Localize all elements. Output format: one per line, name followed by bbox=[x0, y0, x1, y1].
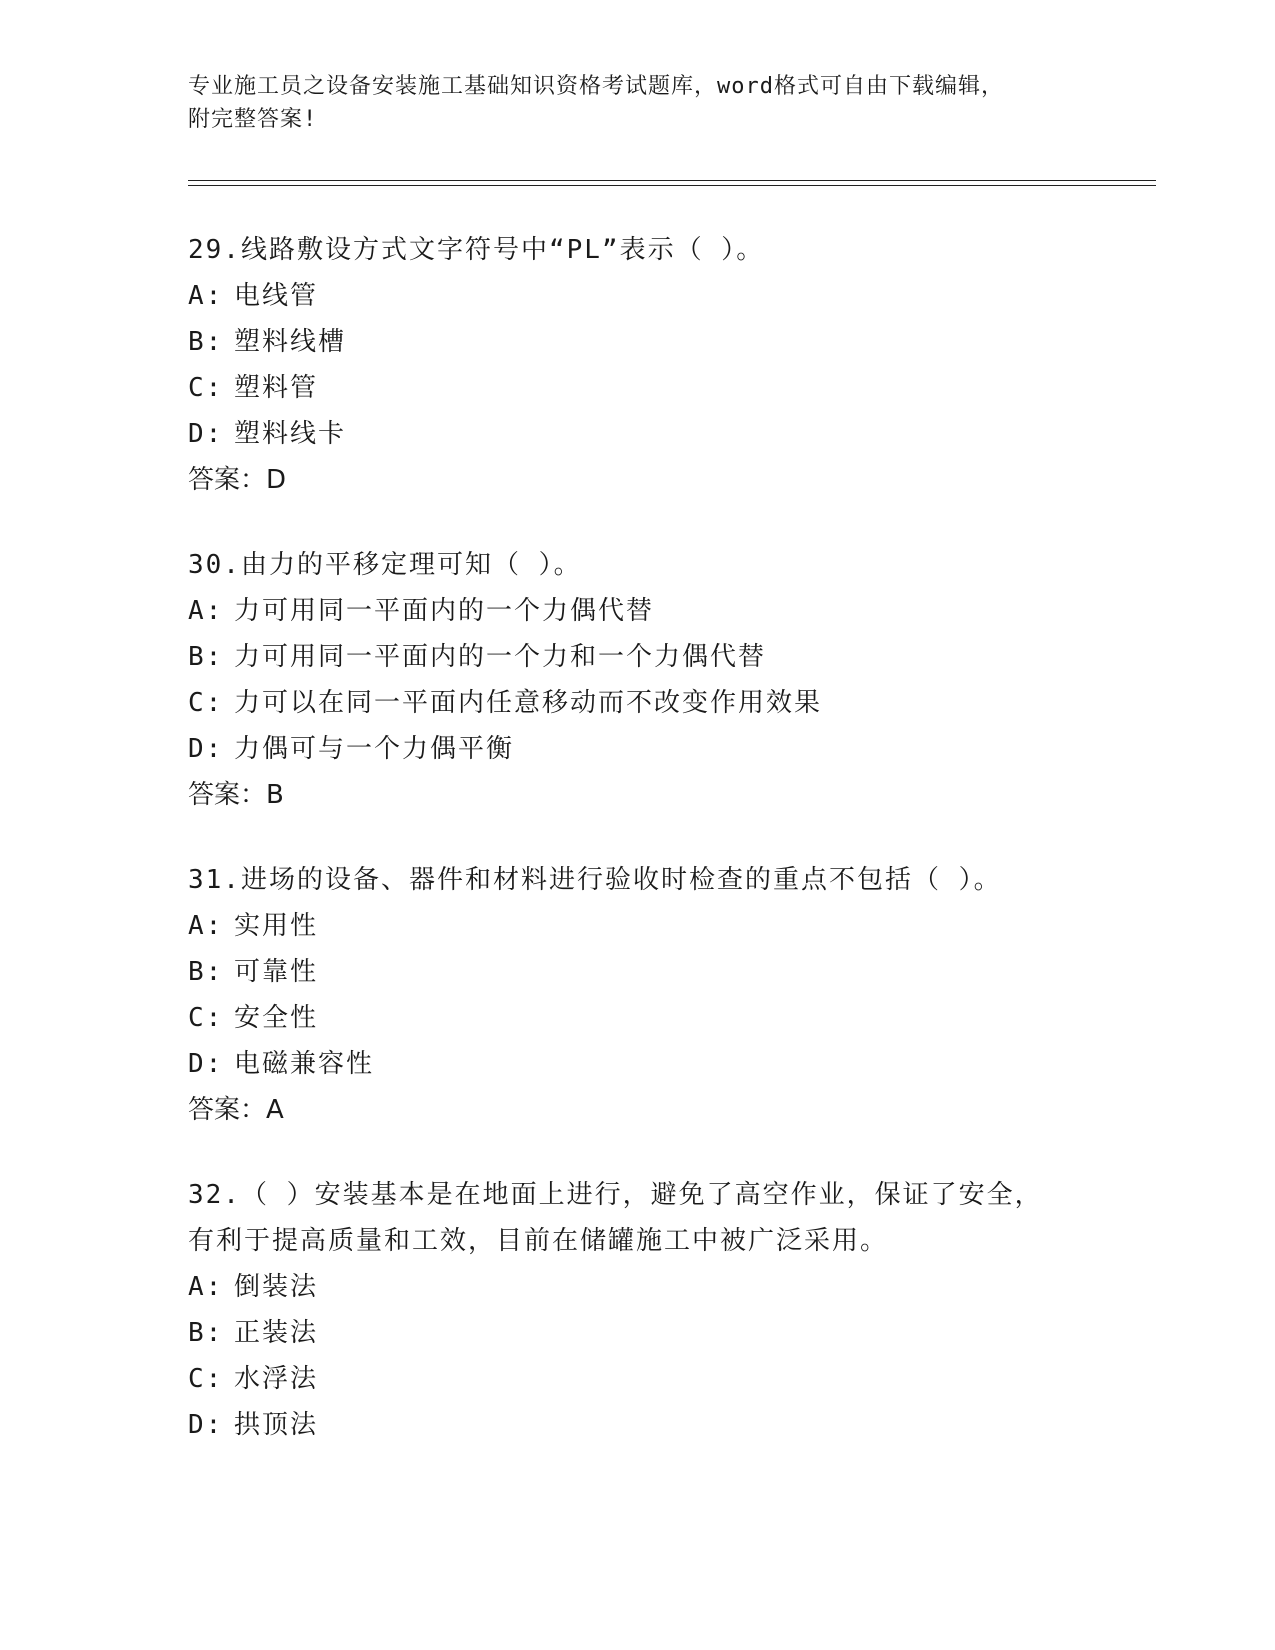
answer-label: 答案：B bbox=[188, 780, 284, 810]
option-text: 塑料线槽 bbox=[234, 327, 347, 357]
option-letter: B: bbox=[188, 1318, 224, 1348]
option-letter: D: bbox=[188, 1410, 224, 1440]
question-stem: 31.进场的设备、器件和材料进行验收时检查的重点不包括（ ）。 bbox=[188, 865, 1002, 895]
option-letter: B: bbox=[188, 327, 224, 357]
option-letter: A: bbox=[188, 911, 224, 941]
question-stem: 29.线路敷设方式文字符号中“PL”表示（ ）。 bbox=[188, 235, 765, 265]
document-header bbox=[188, 70, 1088, 136]
option-text: 拱顶法 bbox=[234, 1410, 319, 1440]
option-text: 塑料管 bbox=[234, 373, 319, 403]
option-c bbox=[188, 680, 1148, 726]
option-text: 可靠性 bbox=[234, 957, 319, 987]
option-letter: C: bbox=[188, 688, 224, 718]
option-a bbox=[188, 903, 1148, 949]
option-letter: D: bbox=[188, 1049, 224, 1079]
option-letter: C: bbox=[188, 1003, 224, 1033]
header-divider-bottom bbox=[188, 185, 1156, 186]
question-30 bbox=[188, 542, 1148, 818]
option-letter: D: bbox=[188, 734, 224, 764]
header-line-1: 专业施工员之设备安装施工基础知识资格考试题库，word格式可自由下载编辑， bbox=[188, 74, 1004, 99]
option-letter: B: bbox=[188, 957, 224, 987]
question-31 bbox=[188, 857, 1148, 1133]
header-divider-top bbox=[188, 180, 1156, 181]
option-a bbox=[188, 588, 1148, 634]
option-text: 力可用同一平面内的一个力偶代替 bbox=[234, 596, 655, 626]
option-d bbox=[188, 411, 1148, 457]
header-line-2: 附完整答案! bbox=[188, 107, 318, 132]
option-letter: C: bbox=[188, 373, 224, 403]
option-text: 电线管 bbox=[234, 281, 319, 311]
option-text: 力偶可与一个力偶平衡 bbox=[234, 734, 515, 764]
answer-label: 答案：A bbox=[188, 1095, 284, 1125]
question-29 bbox=[188, 227, 1148, 503]
option-b bbox=[188, 319, 1148, 365]
option-text: 力可以在同一平面内任意移动而不改变作用效果 bbox=[234, 688, 823, 718]
option-text: 安全性 bbox=[234, 1003, 319, 1033]
option-text: 倒装法 bbox=[234, 1272, 319, 1302]
option-text: 力可用同一平面内的一个力和一个力偶代替 bbox=[234, 642, 767, 672]
option-d bbox=[188, 1402, 1048, 1448]
option-d bbox=[188, 1041, 1148, 1087]
option-letter: A: bbox=[188, 1272, 224, 1302]
option-letter: D: bbox=[188, 419, 224, 449]
option-text: 正装法 bbox=[234, 1318, 319, 1348]
option-letter: A: bbox=[188, 281, 224, 311]
option-c bbox=[188, 995, 1148, 1041]
option-letter: C: bbox=[188, 1364, 224, 1394]
option-a bbox=[188, 1264, 1048, 1310]
option-text: 水浮法 bbox=[234, 1364, 319, 1394]
option-c bbox=[188, 365, 1148, 411]
option-letter: A: bbox=[188, 596, 224, 626]
option-d bbox=[188, 726, 1148, 772]
answer-label: 答案：D bbox=[188, 465, 287, 495]
option-letter: B: bbox=[188, 642, 224, 672]
option-b bbox=[188, 1310, 1048, 1356]
option-text: 电磁兼容性 bbox=[234, 1049, 375, 1079]
option-text: 塑料线卡 bbox=[234, 419, 347, 449]
option-text: 实用性 bbox=[234, 911, 319, 941]
question-stem: 30.由力的平移定理可知（ ）。 bbox=[188, 550, 582, 580]
option-a bbox=[188, 273, 1148, 319]
question-32 bbox=[188, 1172, 1048, 1448]
question-stem: 32.（ ）安装基本是在地面上进行，避免了高空作业，保证了安全，有利于提高质量和工效，目前在储罐施工中被广泛采用。 bbox=[188, 1180, 1043, 1256]
option-b bbox=[188, 634, 1148, 680]
option-b bbox=[188, 949, 1148, 995]
option-c bbox=[188, 1356, 1048, 1402]
